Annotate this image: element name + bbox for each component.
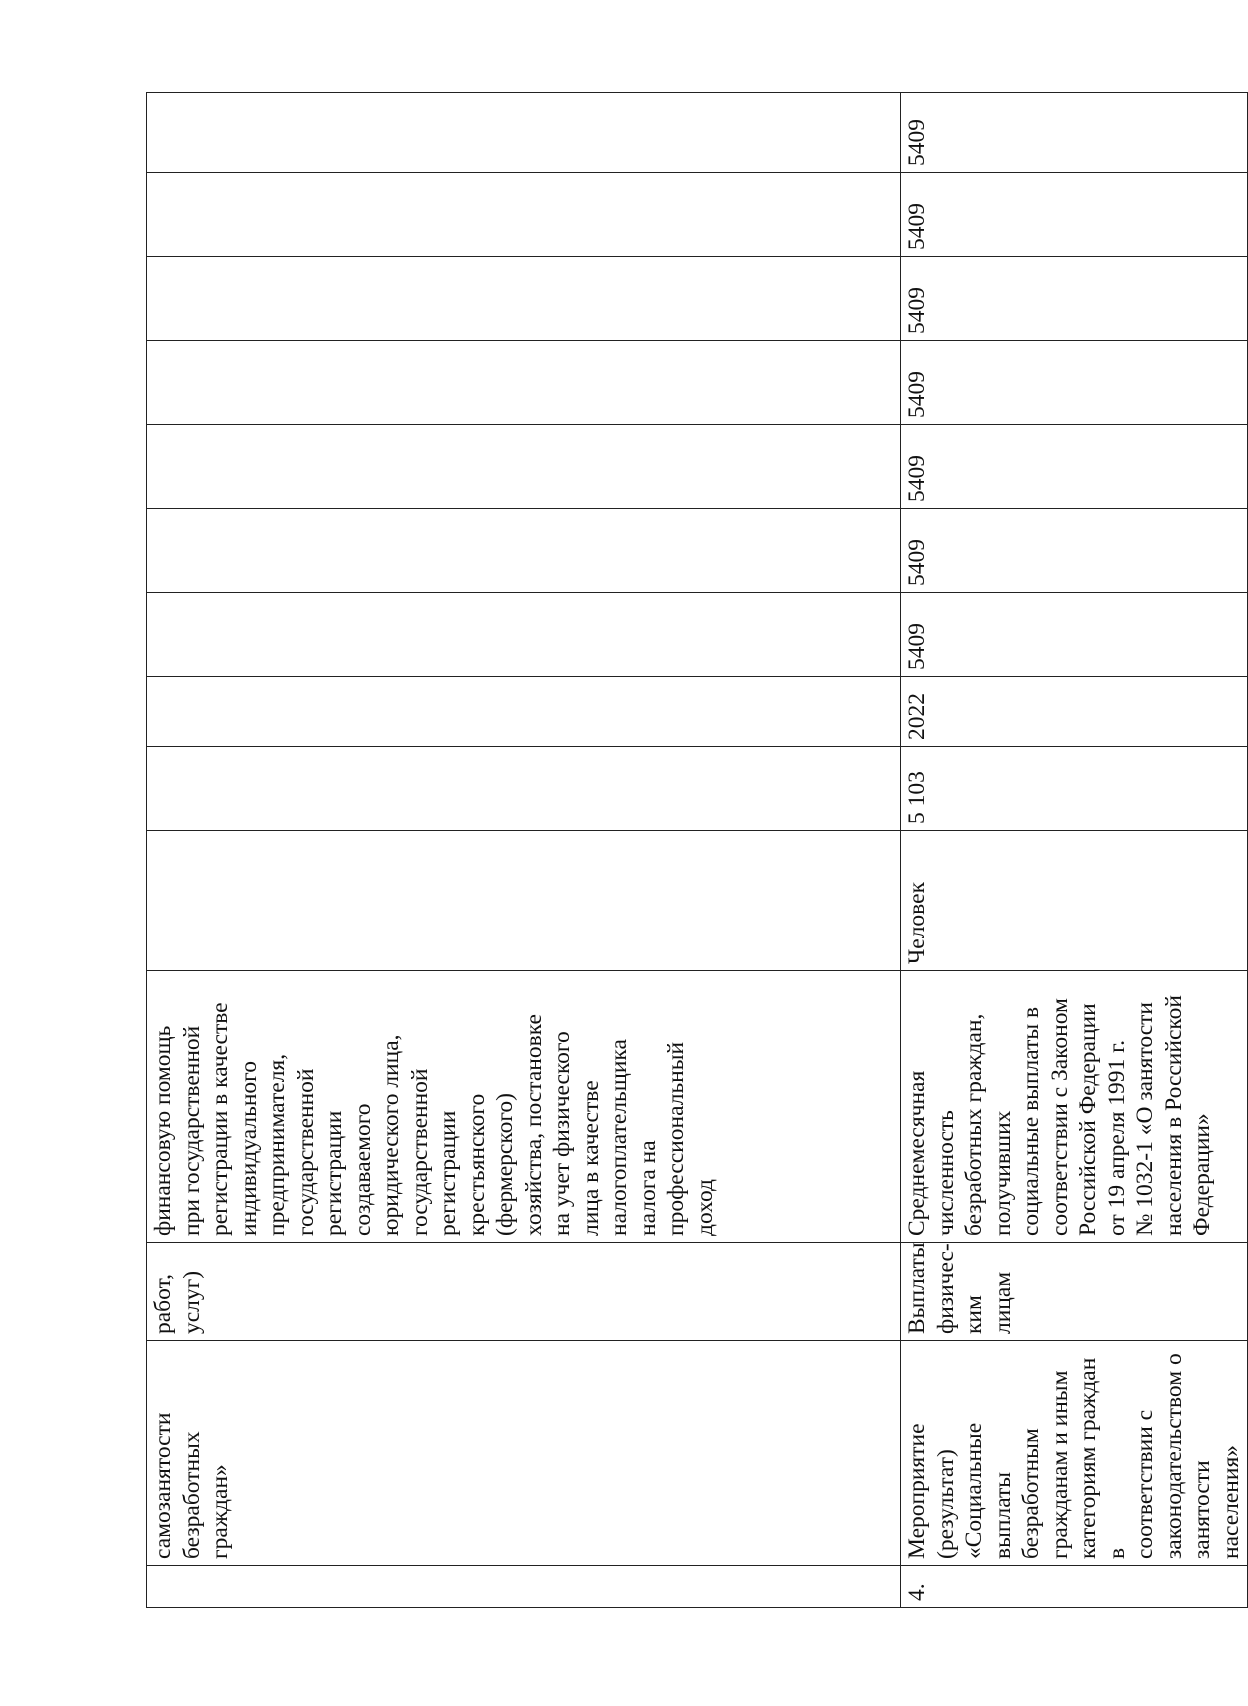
value-cell: 5409 — [901, 341, 1248, 425]
unit-cell — [147, 831, 901, 971]
value-cell: 5409 — [901, 173, 1248, 257]
base-year-cell: 2022 — [901, 677, 1248, 747]
event-cell: Мероприятие (результат) «Социальные выплаты безработным гражданам и иным категориям граждан в соответствии с законодательством о занятости населения» — [901, 1341, 1248, 1566]
value-cell — [147, 93, 901, 173]
unit-cell: Человек — [901, 831, 1248, 971]
value-cell — [147, 257, 901, 341]
table-row — [147, 93, 901, 1608]
row-number-cell — [147, 1566, 901, 1608]
value-cell — [147, 593, 901, 677]
expense-type-cell: работ, услуг) — [147, 1243, 901, 1341]
value-cell: 5409 — [901, 93, 1248, 173]
indicator-cell: финансовую помощь при государственной регистрации в качестве индивидуального предпринимателя, государственной регистрации создаваемого юридического лица, государственной регистрации крестьянского (фермерского) хозяйства, постановке на учет физического лица в качестве налогоплательщика налога на профессиональный доход — [147, 971, 901, 1243]
value-cell — [147, 173, 901, 257]
base-value-cell — [147, 747, 901, 831]
event-cell: самозанятости безработных граждан» — [147, 1341, 901, 1566]
row-number-cell: 4. — [901, 1566, 1248, 1608]
value-cell: 5409 — [901, 593, 1248, 677]
expense-type-cell: Выплаты физичес- ким лицам — [901, 1243, 1248, 1341]
value-cell — [147, 425, 901, 509]
value-cell — [147, 341, 901, 425]
value-cell — [147, 509, 901, 593]
value-cell: 5409 — [901, 425, 1248, 509]
base-year-cell — [147, 677, 901, 747]
rotated-page-content — [146, 93, 1244, 1608]
value-cell: 5409 — [901, 509, 1248, 593]
value-cell: 5409 — [901, 257, 1248, 341]
indicator-cell: Среднемесячная численность безработных граждан, получивших социальные выплаты в соответствии с Законом Российской Федерации от 19 апреля 1991 г. № 1032-1 «О занятости населения в Российской Федерации» — [901, 971, 1248, 1243]
table-row — [901, 93, 1248, 1608]
base-value-cell: 5 103 — [901, 747, 1248, 831]
indicators-table — [146, 92, 1248, 1608]
